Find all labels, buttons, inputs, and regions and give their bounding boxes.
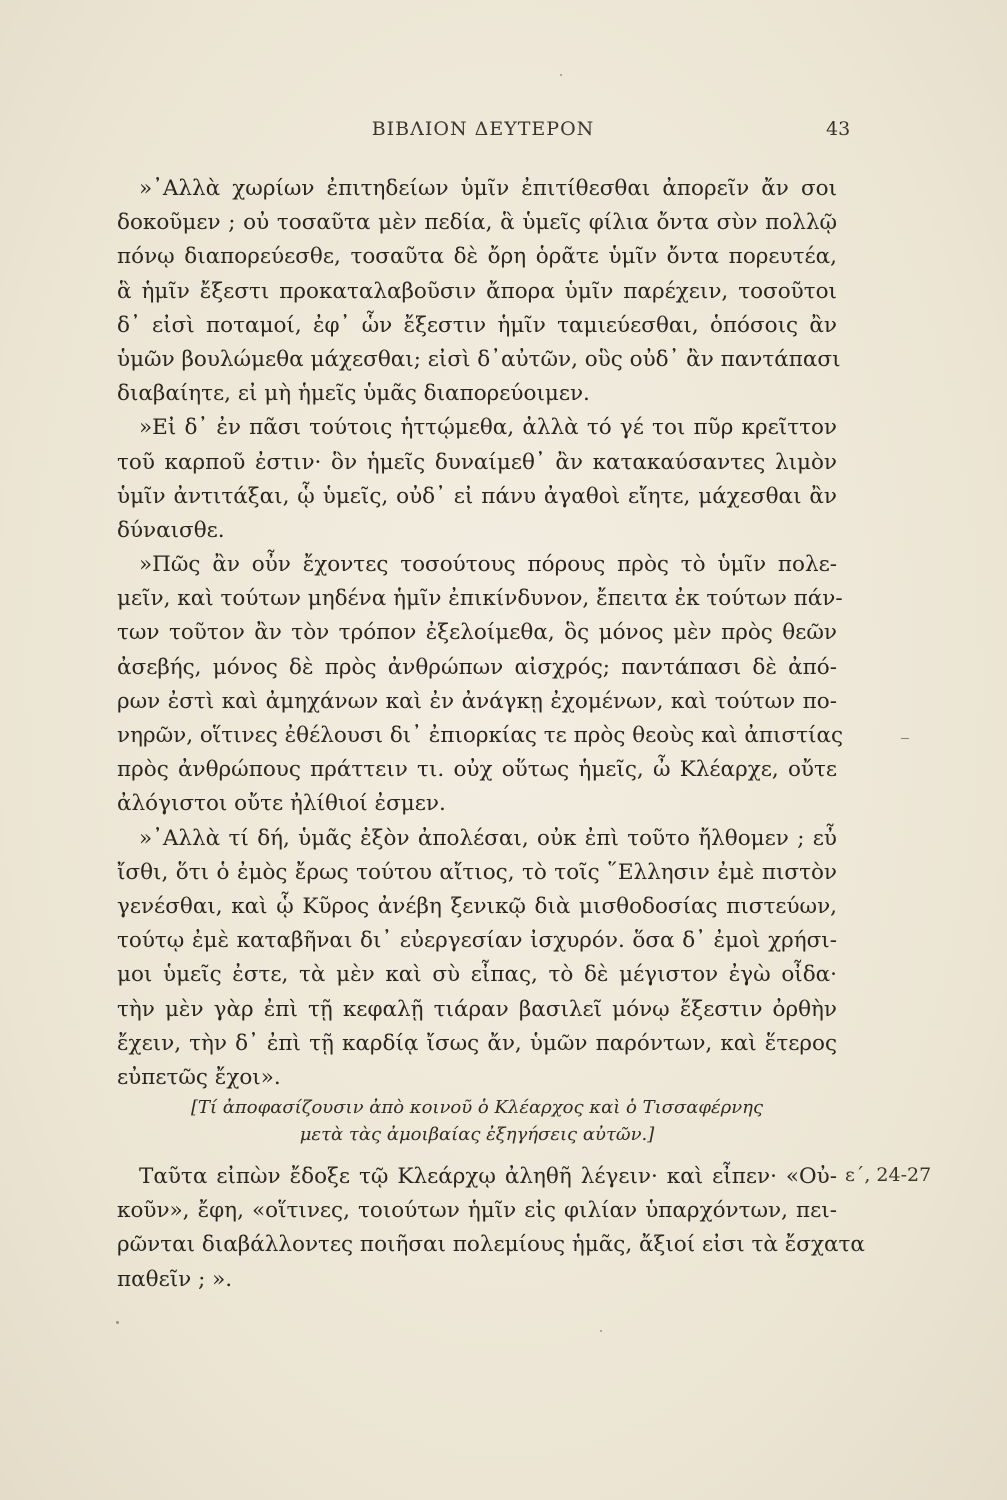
paper-speck [560,74,562,76]
text-line: διαβαίητε, εἰ μὴ ἡμεῖς ὑμᾶς διαπορεύοιμεν. [117,381,590,407]
section-heading [117,1094,837,1148]
page-header [0,118,1007,148]
text-line: μεῖν, καὶ τούτων μηδένα ἡμῖν ἐπικίνδυνον, ἔπειτα ἐκ τούτων πάν- [117,586,843,612]
text-line: »Πῶς ἂν οὖν ἔχοντες τοσούτους πόρους πρὸς τὸ ὑμῖν πολε- [139,552,837,578]
text-line: »Εἰ δ᾿ ἐν πᾶσι τούτοις ἡττῴμεθα, ἀλλὰ τό γέ τοι πῦρ κρεῖττον [139,415,837,441]
text-line: γενέσθαι, καὶ ᾧ Κῦρος ἀνέβη ξενικῷ διὰ μισθοδοσίας πιστεύων, [117,893,837,919]
page-number: 43 [826,118,851,140]
paper-speck [600,1330,602,1332]
text-line: δοκοῦμεν ; οὐ τοσαῦτα μὲν πεδία, ἃ ὑμεῖς φίλια ὄντα σὺν πολλῷ [117,210,837,236]
text-line: παθεῖν ; ». [117,1266,233,1292]
text-line: κοῦν», ἔφη, «οἵτινες, τοιούτων ἡμῖν εἰς φιλίαν ὑπαρχόντων, πει- [117,1198,837,1224]
text-line: ὑμῖν ἀντιτάξαι, ᾧ ὑμεῖς, οὐδ᾿ εἰ πάνυ ἀγαθοὶ εἴητε, μάχεσθαι ἂν [117,483,837,509]
text-line: ὑμῶν βουλώμεθα μάχεσθαι; εἰσὶ δ᾿αὐτῶν, οὓς οὐδ᾿ ἂν παντάπασι [117,346,841,372]
text-line: πόνῳ διαπορεύεσθε, τοσαῦτα δὲ ὄρη ὁρᾶτε ὑμῖν ὄντα πορευτέα, [117,244,837,270]
text-line: ρων ἐστὶ καὶ ἀμηχάνων καὶ ἐν ἀνάγκῃ ἐχομένων, καὶ τούτων πο- [117,688,837,714]
text-line: »᾿Αλλὰ χωρίων ἐπιτηδείων ὑμῖν ἐπιτίθεσθαι ἀπορεῖν ἄν σοι [139,176,837,201]
paper-speck [116,1321,119,1324]
margin-reference: ε΄, 24-27 [845,1164,932,1186]
text-line: ἃ ἡμῖν ἔξεστι προκαταλαβοῦσιν ἄπορα ὑμῖν παρέχειν, τοσοῦτοι [117,278,837,304]
text-line: τὴν μὲν γὰρ ἐπὶ τῇ κεφαλῇ τιάραν βασιλεῖ μόνῳ ἔξεστιν ὀρθὴν [117,996,837,1022]
final-text-block [117,1160,865,1297]
margin-dash-mark [901,738,909,739]
text-line: εὐπετῶς ἔχοι». [117,1064,281,1090]
text-line: »᾿Αλλὰ τί δή, ὑμᾶς ἐξὸν ἀπολέσαι, οὐκ ἐπὶ τοῦτο ἤλθομεν ; εὖ [139,825,837,851]
text-line: ἀλόγιστοι οὔτε ἠλίθιοί ἐσμεν. [117,791,446,817]
text-line: ἴσθι, ὅτι ὁ ἐμὸς ἔρως τούτου αἴτιος, τὸ τοῖς ῞Ελλησιν ἐμὲ πιστὸν [117,859,837,885]
text-line: ἀσεβής, μόνος δὲ πρὸς ἀνθρώπων αἰσχρός; παντάπασι δὲ ἀπό- [117,654,837,680]
main-text-block [117,172,844,1095]
text-line: μοι ὑμεῖς ἐστε, τὰ μὲν καὶ σὺ εἶπας, τὸ δὲ μέγιστον ἐγὼ οἶδα· [117,962,837,988]
text-line: πρὸς ἀνθρώπους πράττειν τι. οὐχ οὕτως ἡμεῖς, ὦ Κλέαρχε, οὔτε [117,757,837,783]
text-line: ἔχειν, τὴν δ᾿ ἐπὶ τῇ καρδίᾳ ἴσως ἄν, ὑμῶν παρόντων, καὶ ἕτερος [117,1030,837,1056]
text-line: τοῦ καρποῦ ἐστιν· ὃν ἡμεῖς δυναίμεθ᾿ ἂν κατακαύσαντες λιμὸν [117,449,837,475]
text-line: δύναισθε. [117,517,225,543]
section-heading-line: μετὰ τὰς ἀμοιβαίας ἐξηγήσεις αὐτῶν.] [299,1124,655,1145]
text-line: νηρῶν, οἵτινες ἐθέλουσι δι᾿ ἐπιορκίας τε πρὸς θεοὺς καὶ ἀπιστίας [117,723,844,748]
text-line: δ᾿ εἰσὶ ποταμοί, ἐφ᾿ ὧν ἔξεστιν ἡμῖν ταμιεύεσθαι, ὁπόσοις ἂν [117,312,837,338]
text-line: ρῶνται διαβάλλοντες ποιῆσαι πολεμίους ἡμᾶς, ἄξιοί εἰσι τὰ ἔσχατα [117,1232,865,1258]
text-line: τούτῳ ἐμὲ καταβῆναι δι᾿ εὐεργεσίαν ἰσχυρόν. ὅσα δ᾿ ἐμοὶ χρήσι- [117,928,837,954]
running-title: ΒΙΒΛΙΟΝ ΔΕΥΤΕΡΟΝ [371,118,595,140]
text-line: Ταῦτα εἰπὼν ἔδοξε τῷ Κλεάρχῳ ἀληθῆ λέγειν· καὶ εἶπεν· «Οὐ- [139,1164,837,1189]
text-line: των τοῦτον ἂν τὸν τρόπον ἐξελοίμεθα, ὃς μόνος μὲν πρὸς θεῶν [117,620,837,646]
section-heading-line: [Τί ἀποφασίζουσιν ἀπὸ κοινοῦ ὁ Κλέαρχος καὶ ὁ Τισσαφέρνης [190,1097,764,1118]
